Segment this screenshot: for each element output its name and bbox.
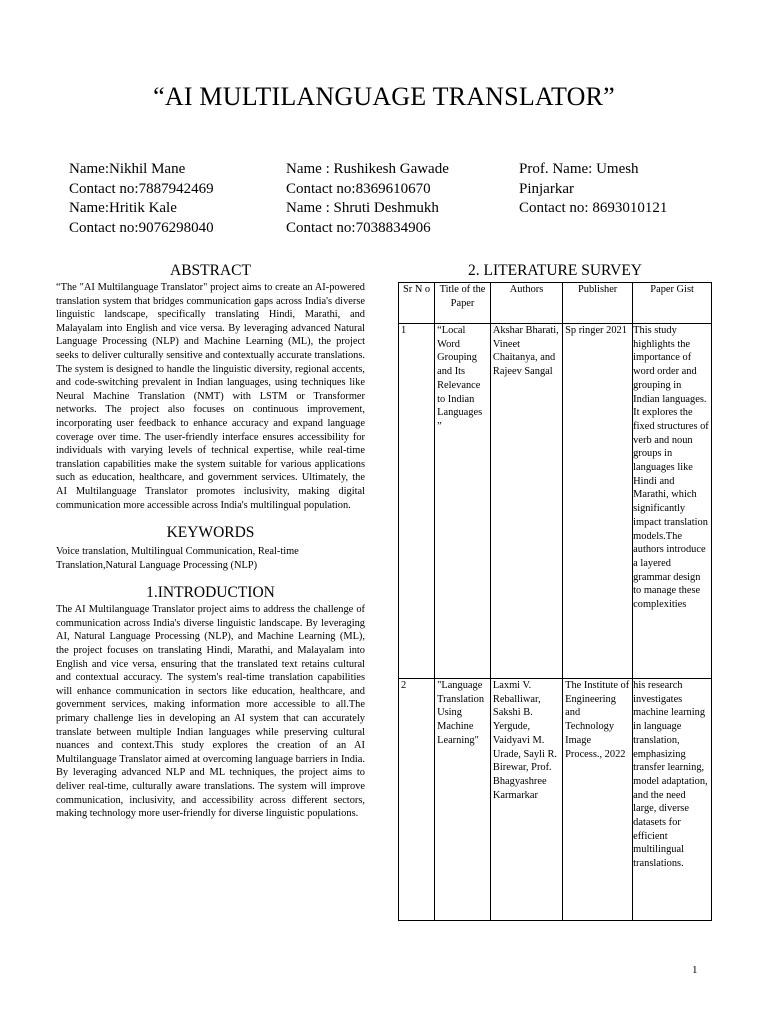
cell-gist: This study highlights the importance of word order and grouping in Indian languages. It explores the fixed structures of verb and noun groups in languages like Hindi and Marathi, which significantly impact translation models.The authors introduce a layered grammar design to manage these complexities bbox=[633, 324, 712, 679]
cell-authors: Laxmi V. Reballiwar, Sakshi B. Yergude, Vaidyavi M. Urade, Sayli R. Birewar, Prof. Bhagyashree Karmarkar bbox=[490, 679, 562, 921]
author-line: Name:Nikhil Mane bbox=[69, 161, 186, 177]
cell-gist: his research investigates machine learning in language translation, emphasizing transfer learning, model adaptation, and the need large, diverse datasets for efficient multilingual translations. bbox=[633, 679, 712, 921]
introduction-heading: 1.INTRODUCTION bbox=[146, 584, 275, 602]
author-line: Name : Rushikesh Gawade bbox=[286, 161, 449, 177]
paper-title: “AI MULTILANGUAGE TRANSLATOR” bbox=[153, 82, 615, 111]
literature-survey-table bbox=[398, 282, 712, 921]
cell-title: “Local Word Grouping and Its Relevance to Indian Languages ” bbox=[435, 324, 491, 679]
cell-authors: Akshar Bharati, Vineet Chaitanya, and Rajeev Sangal bbox=[490, 324, 562, 679]
right-column bbox=[398, 262, 712, 921]
author-line: Contact no:7038834906 bbox=[286, 219, 431, 236]
author-column-2 bbox=[286, 160, 449, 238]
table-row bbox=[399, 679, 712, 921]
cell-publisher: The Institute of Engineering and Technology Image Process., 2022 bbox=[563, 679, 633, 921]
header-publisher: Publisher bbox=[563, 283, 633, 324]
cell-publisher: Sp ringer 2021 bbox=[563, 324, 633, 679]
author-line: Contact no:8369610670 bbox=[286, 180, 431, 197]
author-line: Prof. Name: Umesh bbox=[519, 161, 639, 177]
table-header-row bbox=[399, 283, 712, 324]
author-line: Contact no: 8693010121 bbox=[519, 200, 668, 216]
author-line: Name : Shruti Deshmukh bbox=[286, 200, 439, 216]
author-line: Contact no:9076298040 bbox=[69, 219, 214, 236]
header-sr-no: Sr N o bbox=[399, 283, 435, 324]
table-row bbox=[399, 324, 712, 679]
author-line: Pinjarkar bbox=[519, 180, 574, 197]
keywords-heading: KEYWORDS bbox=[166, 524, 255, 542]
cell-sr-no: 2 bbox=[399, 679, 435, 921]
header-authors: Authors bbox=[490, 283, 562, 324]
page-number: 1 bbox=[692, 964, 698, 976]
header-title: Title of the Paper bbox=[435, 283, 491, 324]
abstract-text: “The "AI Multilanguage Translator" project aims to create an AI-powered translation system that bridges communication gaps across India's diverse linguistic landscape, specifically translating Hindi, Marathi, and Malayalam into English and vice versa. By leveraging advanced Natural Language Processing (NLP) and Machine Learning (ML), the project seeks to deliver culturally sensitive and contextually accurate translations. The system is designed to handle the linguistic diversity, regional accents, and code-switching prevalent in Indian languages, using techniques like Neural Machine Translation (NMT) with LSTM or Transformer networks. The project also focuses on continuous improvement, incorporating user feedback to enhance accuracy and expand language coverage over time. The user-friendly interface ensures accessibility for individuals with varying levels of technical expertise, while real-time translation capabilities make the system suitable for various applications such as education, healthcare, and government services. Ultimately, the AI Multilanguage Translator promotes inclusivity, making digital communication more accessible across India's multilingual population. bbox=[56, 282, 365, 511]
literature-survey-heading: 2. LITERATURE SURVEY bbox=[468, 262, 642, 279]
abstract-heading: ABSTRACT bbox=[170, 262, 251, 279]
left-column bbox=[56, 262, 365, 821]
author-line: Contact no:7887942469 bbox=[69, 180, 214, 197]
author-column-1 bbox=[69, 160, 214, 238]
cell-sr-no: 1 bbox=[399, 324, 435, 679]
cell-title: "Language Translation Using Machine Learning" bbox=[435, 679, 491, 921]
introduction-text: The AI Multilanguage Translator project aims to address the challenge of communication across India's diverse linguistic landscape. By leveraging AI, Natural Language Processing (NLP), and Machine Learning (ML), the project focuses on translating Hindi, Marathi, and Malayalam into English and vice versa, ensuring that the translated text retains cultural and contextual accuracy. The system's real-time translation capabilities will enhance communication in sectors like education, healthcare, and government services, making information more accessible to all.The primary challenge lies in developing an AI system that can accurately translate between multiple Indian languages while preserving cultural nuances and context.This study explores the creation of an AI Multilanguage Translator aimed at overcoming language barriers in India. By leveraging advanced NLP and ML techniques, the project aims to deliver real-time, culturally aware translations. The system will improve communication, inclusivity, and accessibility across different sectors, making technology more user-friendly for diverse linguistic populations. bbox=[56, 604, 365, 820]
keywords-text: Voice translation, Multilingual Communication, Real-time Translation,Natural Language Processing (NLP) bbox=[56, 546, 299, 571]
author-line: Name:Hritik Kale bbox=[69, 200, 177, 216]
author-column-3 bbox=[519, 160, 667, 219]
header-gist: Paper Gist bbox=[633, 283, 712, 324]
